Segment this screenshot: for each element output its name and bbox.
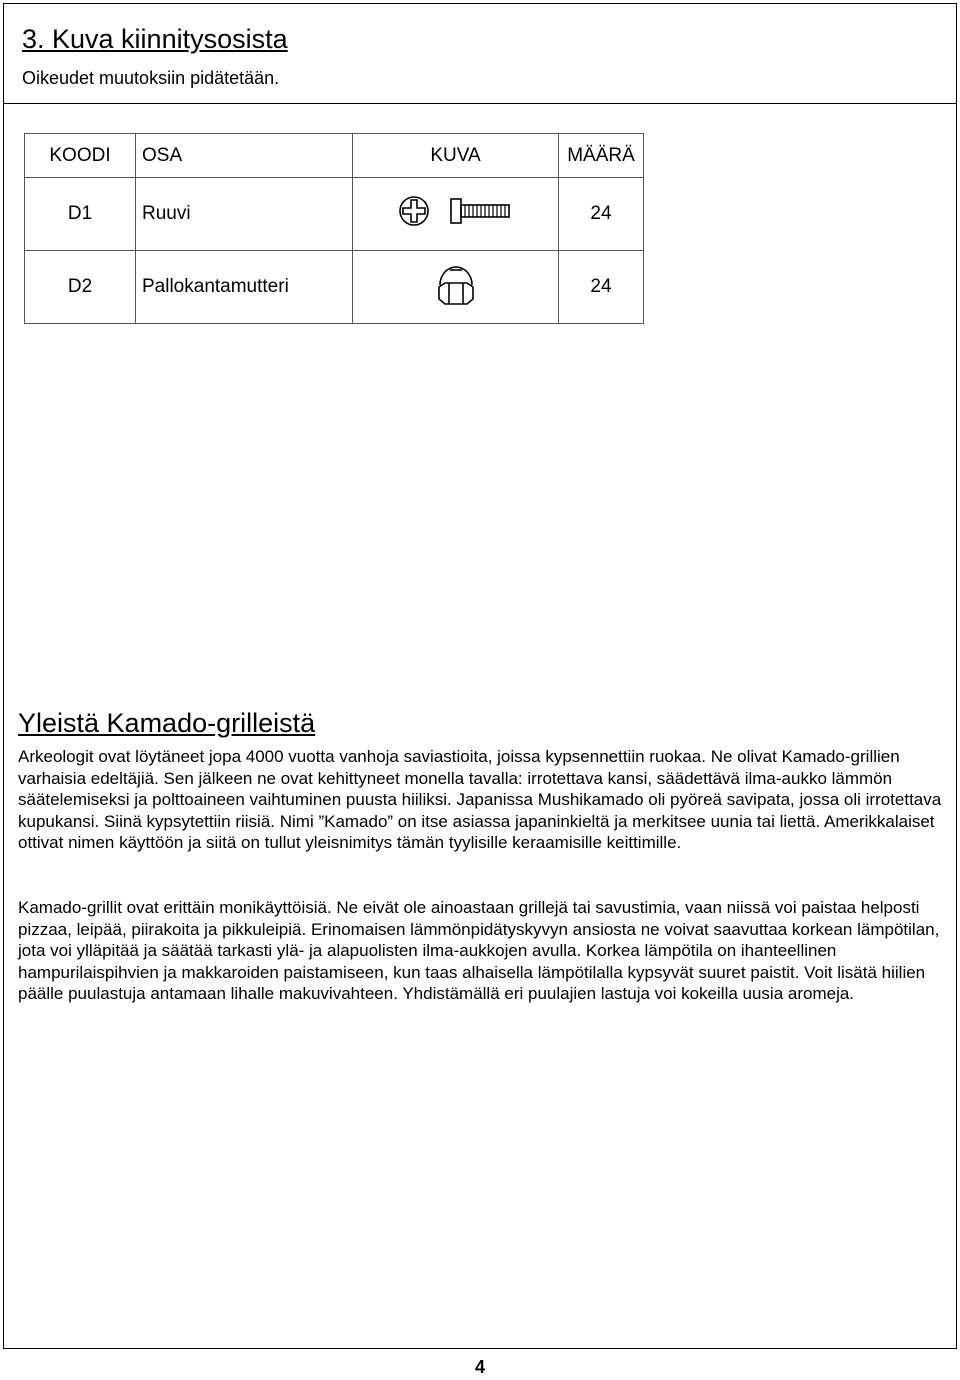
table-row — [25, 251, 644, 324]
parts-table — [24, 133, 644, 324]
body-paragraph-history: Arkeologit ovat löytäneet jopa 4000 vuotta vanhoja saviastioita, joissa kypsennettiin ruokaa. Ne olivat Kamado-grillien varhaisia edeltäjiä. Sen jälkeen ne ovat kehittyneet monella tavalla: irrotettava kansi, säädettävä ilma-aukko lämmön säätelemiseksi ja polttoaineen vaihtuminen puusta hiiliksi. Japanissa Mushikamado oli pyöreä savipata, jossa oli irrotettava kupukansi. Siinä kypsytettiin riisiä. Nimi ”Kamado” on itse asiassa japaninkieltä ja merkitsee uunia tai liettä. Amerikkalaiset ottivat nimen käyttöön ja siitä on tullut yleisnimitys tämän tyylisille keraamisille keittimille. — [18, 747, 942, 852]
page-number: 4 — [474, 1357, 485, 1377]
part-code: D1 — [25, 178, 136, 251]
part-name: Ruuvi — [136, 178, 353, 251]
page-subtitle: Oikeudet muutoksiin pidätetään. — [22, 68, 280, 88]
body-paragraph-versatility: Kamado-grillit ovat erittäin monikäyttöisiä. Ne eivät ole ainoastaan grillejä tai savustimia, vaan niissä voi paistaa helposti pizzaa, leipää, piirakoita ja pikkuleipiä. Erinomaisen lämmönpidätyskyvyn ansiosta ne voivat saavuttaa korkean lämpötilan, jota voi ylläpitää ja säätää tarkasti ylä- ja alapuolisten ilma-aukkojen avulla. Korkea lämpötila on ihanteellinen hampurilaispihvien ja makkaroiden paistamiseen, kun taas alhaisella lämpötilalla kypsyvät suuret paistit. Voit lisätä hiilien päälle puulastuja antamaan lihalle makuvivahteen. Yhdistämällä eri puulajien lastuja voi kokeilla uusia aromeja. — [18, 898, 940, 1003]
column-header-code: KOODI — [25, 134, 136, 178]
part-code: D2 — [25, 251, 136, 324]
part-quantity: 24 — [559, 251, 644, 324]
column-header-part: OSA — [136, 134, 353, 178]
part-quantity: 24 — [559, 178, 644, 251]
header-box — [3, 3, 957, 104]
section-heading: Yleistä Kamado-grilleistä — [18, 708, 316, 738]
table-row — [25, 178, 644, 251]
column-header-quantity: MÄÄRÄ — [559, 134, 644, 178]
cap-nut-icon — [431, 261, 481, 307]
screw-icon — [398, 193, 513, 229]
page-title: 3. Kuva kiinnitysosista — [22, 24, 288, 54]
table-header-row — [25, 134, 644, 178]
column-header-image: KUVA — [353, 134, 559, 178]
part-name: Pallokantamutteri — [136, 251, 353, 324]
